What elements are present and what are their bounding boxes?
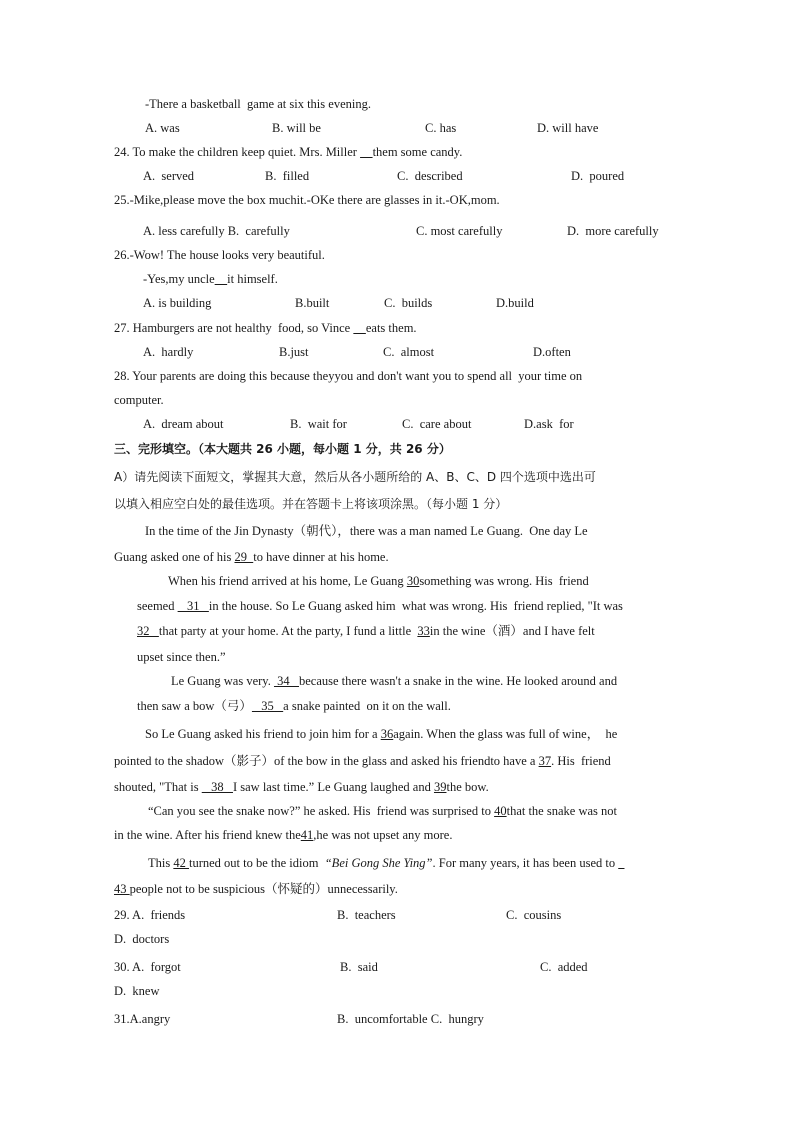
q26-stem: 26.-Wow! The house looks very beautiful.	[114, 248, 325, 262]
q28-stem: 28. Your parents are doing this because theyyou and don't want you to spend all your time on	[114, 369, 583, 383]
q28-option-a: A. dream about	[143, 417, 224, 431]
q25-option-ab: A. less carefully B. carefully	[143, 224, 290, 238]
q28-stem-cont: computer.	[114, 393, 164, 407]
blank-39: 39	[433, 780, 447, 794]
q31-option-bc: B. uncomfortable C. hungry	[337, 1012, 484, 1026]
q24-option-c: C. described	[397, 169, 463, 183]
blank-29: 29	[234, 550, 254, 564]
q25-option-c: C. most carefully	[416, 224, 503, 238]
passage-line: upset since then.”	[137, 650, 226, 664]
q30-option-a: 30. A. forgot	[114, 960, 181, 974]
q28-option-d: D.ask for	[524, 417, 574, 431]
passage-line: When his friend arrived at his home, Le Guang 30something was wrong. His friend	[168, 574, 589, 588]
blank-43: 43	[114, 882, 130, 896]
section-instruction-line1: A）请先阅读下面短文，掌握其大意，然后从各小题所给的 A、B、C、D 四个选项中选出可	[114, 470, 596, 484]
q23-option-d: D. will have	[537, 121, 599, 135]
blank-38: 38	[201, 780, 233, 794]
q24-option-b: B. filled	[265, 169, 310, 183]
q25-stem: 25.-Mike,please move the box muchit.-OKe there are glasses in it.-OK,mom.	[114, 193, 500, 207]
passage-line: then saw a bow（弓） 35 a snake painted on it on the wall.	[137, 699, 451, 713]
q23-option-a: A. was	[145, 121, 180, 135]
q23-stem: -There a basketball game at six this evening.	[145, 97, 371, 111]
passage-line: Le Guang was very. 34 because there wasn't a snake in the wine. He looked around and	[171, 674, 618, 688]
blank-40: 40	[494, 804, 507, 818]
blank-31: 31	[177, 599, 209, 613]
passage-line: Guang asked one of his 29 to have dinner at his home.	[114, 550, 389, 564]
section-title: 三、完形填空。（本大题共 26 小题，每小题 1 分，共 26 分）	[114, 442, 451, 456]
q28-option-c: C. care about	[402, 417, 472, 431]
q28-option-b: B. wait for	[290, 417, 347, 431]
section-instruction-line2: 以填入相应空白处的最佳选项。并在答题卡上将该项涂黑。（每小题 1 分）	[114, 497, 508, 511]
q26-option-c: C. builds	[384, 296, 433, 310]
q31-option-a: 31.A.angry	[114, 1012, 171, 1026]
q23-option-c: C. has	[425, 121, 457, 135]
q27-stem: 27. Hamburgers are not healthy food, so Vince eats them.	[114, 321, 417, 335]
q25-option-d: D. more carefully	[567, 224, 659, 238]
passage-line: pointed to the shadow（影子）of the bow in the glass and asked his friendto have a 37. His friend	[114, 754, 611, 768]
blank-37: 37	[538, 754, 552, 768]
blank-30: 30	[406, 574, 420, 588]
passage-line: seemed 31 in the house. So Le Guang asked him what was wrong. His friend replied, "It was	[137, 599, 627, 613]
passage-line: This 42 turned out to be the idiom “Bei Gong She Ying”. For many years, it has been used to	[148, 856, 619, 870]
passage-line: in the wine. After his friend knew the41,he was not upset any more.	[114, 828, 453, 842]
q26-option-d: D.build	[496, 296, 534, 310]
passage-line: 43 people not to be suspicious（怀疑的）unnecessarily.	[114, 882, 398, 896]
q27-option-c: C. almost	[383, 345, 435, 359]
q27-option-d: D.often	[533, 345, 571, 359]
q26-line2: -Yes,my uncle it himself.	[143, 272, 278, 286]
q29-option-d: D. doctors	[114, 932, 170, 946]
q27-blank	[353, 321, 366, 335]
blank-32: 32	[137, 624, 159, 638]
q30-option-c: C. added	[540, 960, 588, 974]
blank-35: 35	[251, 699, 284, 713]
q27-option-a: A. hardly	[143, 345, 194, 359]
q24-option-a: A. served	[143, 169, 195, 183]
blank-41: 41	[300, 828, 314, 842]
idiom-text: “Bei Gong She Ying”	[324, 856, 433, 870]
q27-option-b: B.just	[279, 345, 309, 359]
q29-option-b: B. teachers	[337, 908, 396, 922]
q24-option-d: D. poured	[571, 169, 625, 183]
q23-option-b: B. will be	[272, 121, 321, 135]
q30-option-d: D. knew	[114, 984, 160, 998]
passage-line: shouted, "That is 38 I saw last time.” Le Guang laughed and 39the bow.	[114, 780, 489, 794]
q29-option-a: 29. A. friends	[114, 908, 186, 922]
passage-line: In the time of the Jin Dynasty（朝代），there was a man named Le Guang. One day Le	[145, 524, 588, 538]
blank-34: 34	[273, 674, 299, 688]
q24-blank	[360, 145, 373, 159]
q24-stem: 24. To make the children keep quiet. Mrs. Miller them some candy.	[114, 145, 463, 159]
passage-line: 32 that party at your home. At the party, I fund a little 33in the wine（酒）and I have felt	[137, 624, 595, 638]
q26-option-a: A. is building	[143, 296, 212, 310]
blank-33: 33	[417, 624, 430, 638]
passage-line: “Can you see the snake now?” he asked. His friend was surprised to 40that the snake was not	[148, 804, 617, 818]
blank-42: 42	[173, 856, 189, 870]
passage-line: So Le Guang asked his friend to join him for a 36again. When the glass was full of wine， he	[145, 727, 618, 741]
q26-blank	[215, 272, 228, 286]
blank-36: 36	[380, 727, 394, 741]
q30-option-b: B. said	[340, 960, 378, 974]
q26-option-b: B.built	[295, 296, 330, 310]
q29-option-c: C. cousins	[506, 908, 562, 922]
